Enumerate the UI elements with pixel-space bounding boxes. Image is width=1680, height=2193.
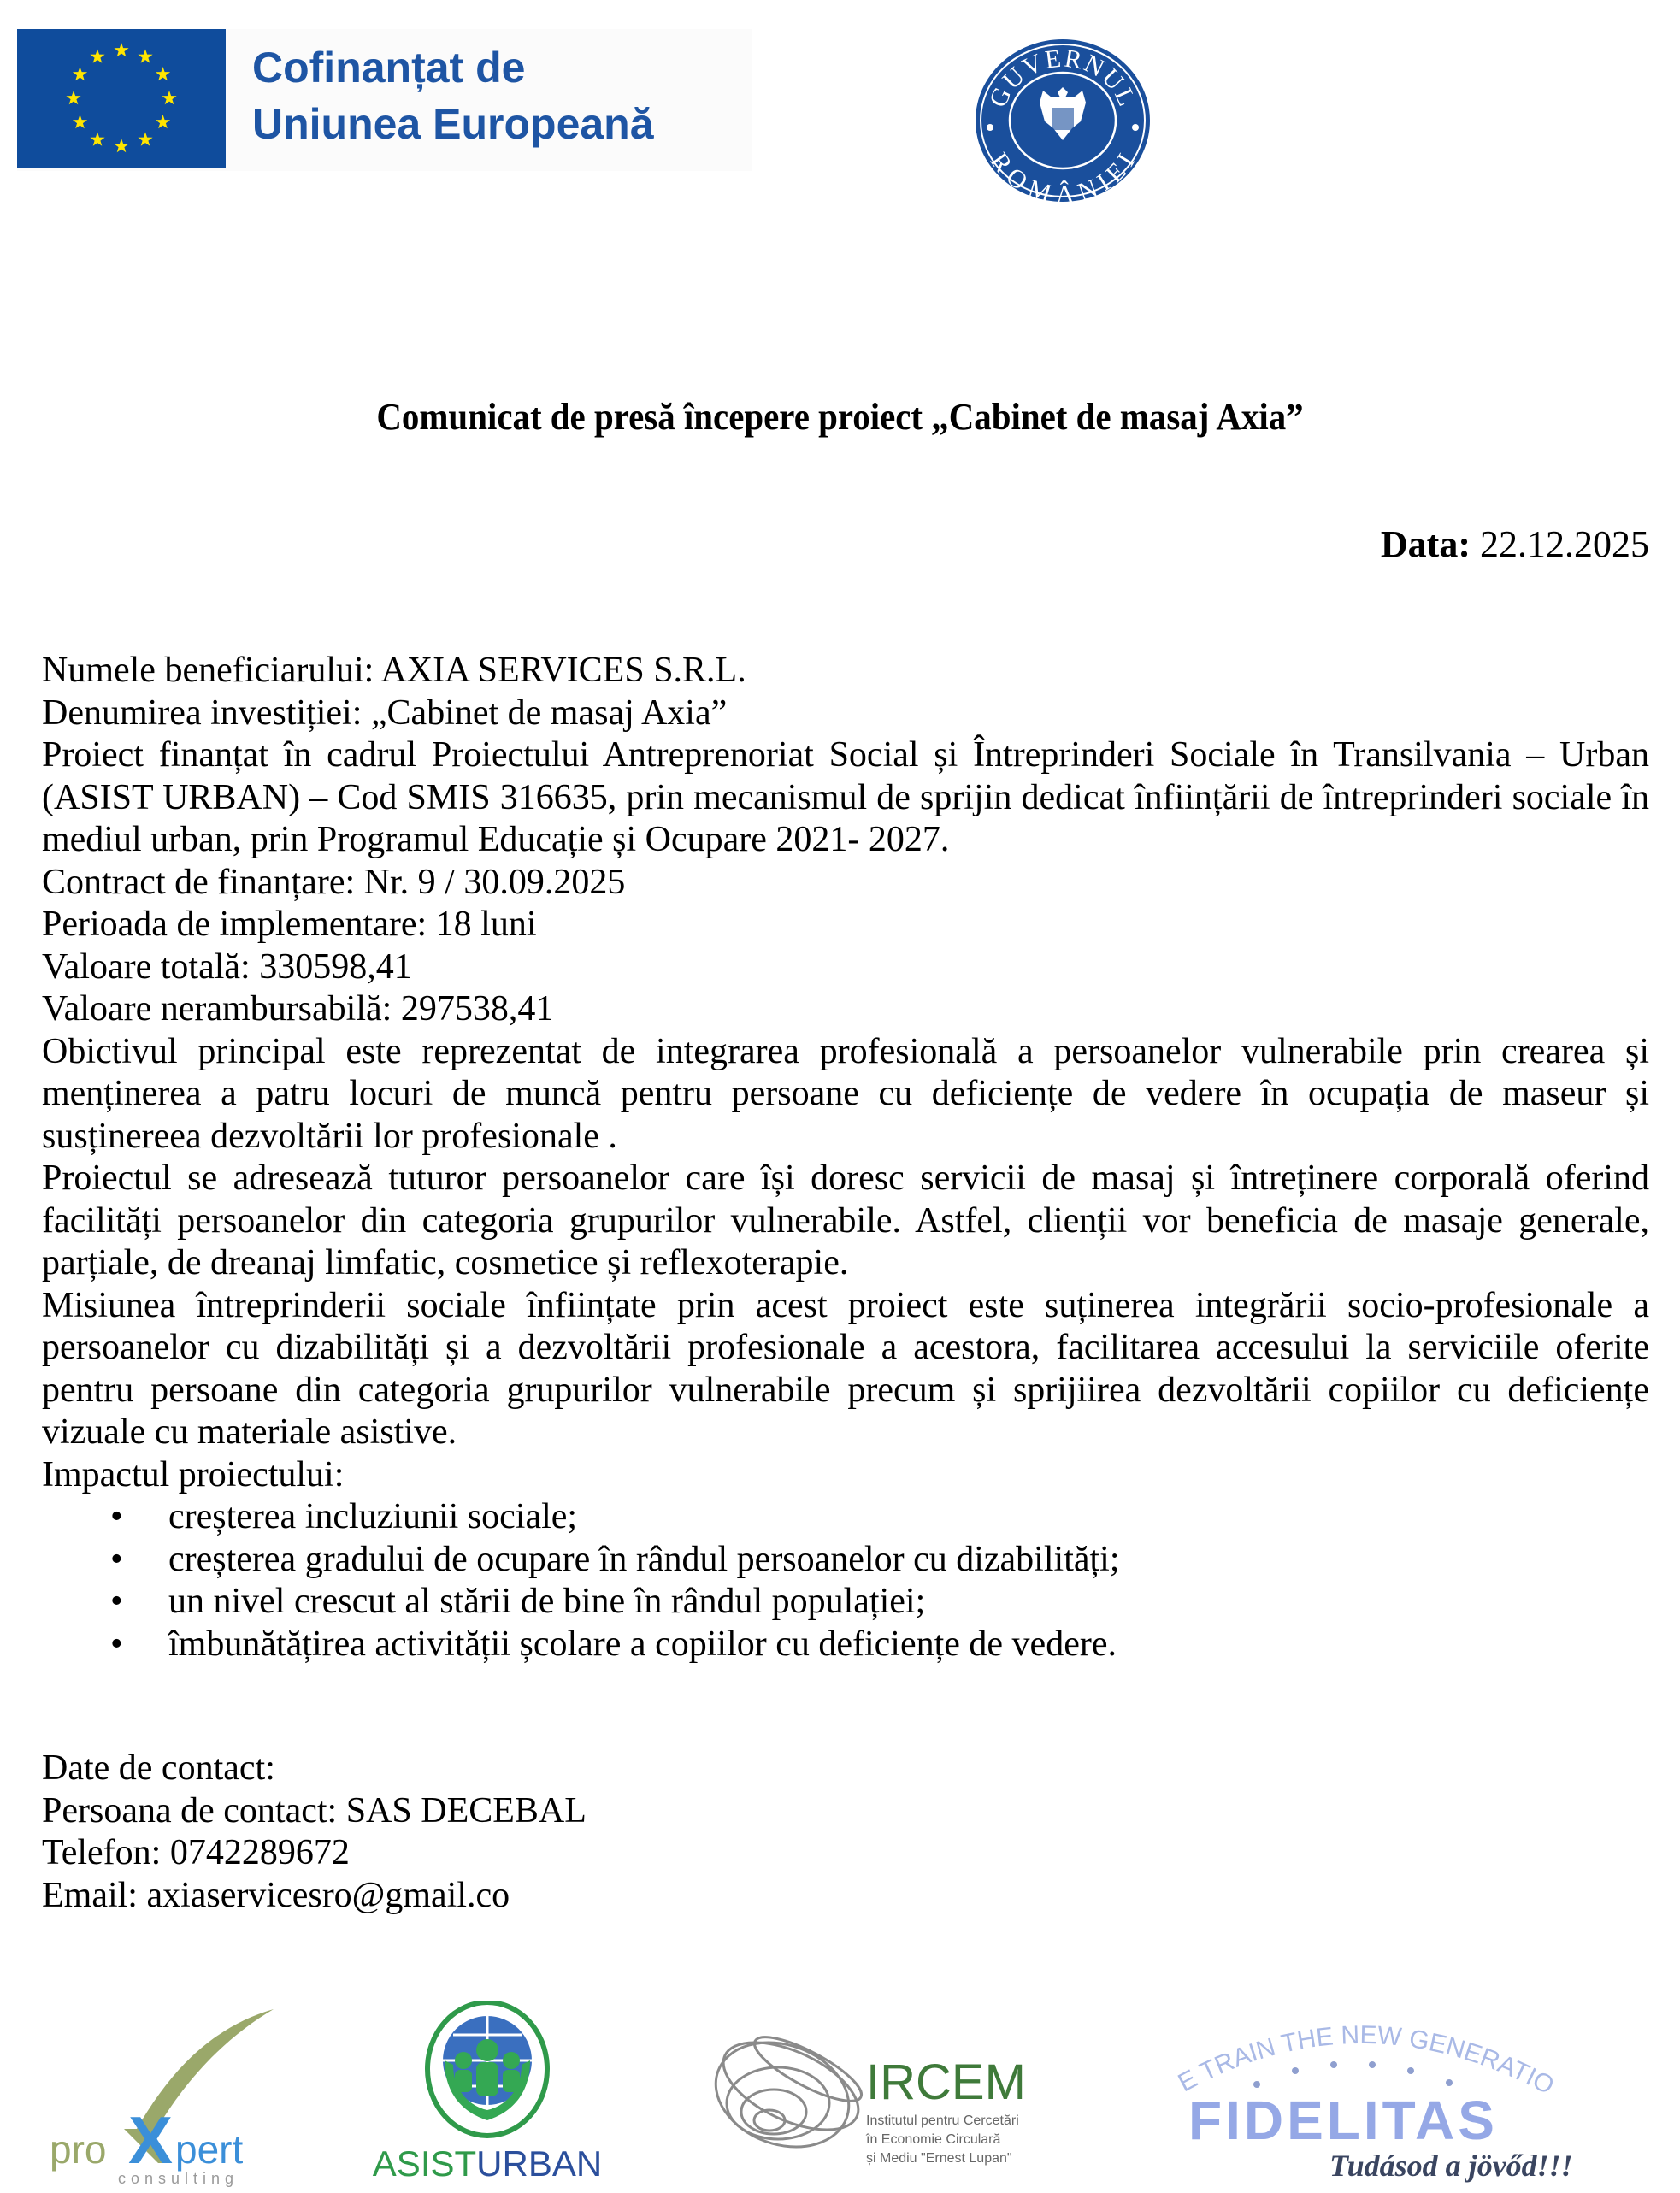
fidelitas-name-text: FIDELITAS	[1188, 2090, 1498, 2151]
ircem-line2: în Economie Circulară	[866, 2132, 1001, 2147]
objective-paragraph: Obictivul principal este reprezentat de integrarea profesională a persoanelor vulnerabile prin crearea și menținerea a patru locuri de muncă pentru persoane cu deficiențe de vedere în ocupația de maseur și susținereea dezvoltării lor profesionale .	[42, 1031, 1649, 1156]
ircem-line3: și Mediu "Ernest Lupan"	[866, 2151, 1012, 2166]
contact-email: Email: axiaservicesro@gmail.co	[42, 1875, 510, 1915]
impact-heading: Impactul proiectului:	[42, 1454, 345, 1494]
seal-bottom-text: ROMÂNIEI	[985, 147, 1141, 204]
seal-top-text: GUVERNUL	[983, 44, 1142, 112]
asisturban-asist-text: ASIST	[372, 2143, 477, 2184]
eu-star-icon	[73, 115, 87, 128]
eu-star-icon	[162, 91, 176, 104]
bullet-icon: •	[110, 1539, 123, 1579]
asisturban-logo	[363, 2001, 611, 2189]
non-refundable-value-line: Valoare nerambursabilă: 297538,41	[42, 989, 554, 1029]
fidelitas-arc-text: E TRAIN THE NEW GENERATIO	[1173, 2020, 1559, 2101]
ircem-line1: Institutul pentru Cercetări	[866, 2113, 1019, 2128]
eu-star-icon	[156, 115, 170, 128]
bullet-icon: •	[110, 1624, 123, 1664]
proxpert-logo	[43, 2001, 282, 2189]
beneficiary-line: Numele beneficiarului: AXIA SERVICES S.R.L.	[42, 651, 746, 690]
impact-list	[42, 1496, 1649, 1665]
mission-paragraph: Misiunea întreprinderii sociale înființate prin acest proiect este suținerea integrării socio-profesionale a persoanelor cu dizabilități și a dezvoltării profesionale a acestora, facilitarea accesului la serviciile oferite pentru persoane din categoria grupurilor vulnerabile precum și sprijiirea dezvoltării copiilor cu deficiențe vizuale cu materiale asistive.	[42, 1285, 1649, 1452]
stars-icon	[1253, 2061, 1453, 2088]
svg-text:ASISTURBAN	[373, 2143, 602, 2184]
ircem-logo	[697, 2001, 1056, 2189]
eu-star-icon	[73, 67, 87, 80]
contact-phone: Telefon: 0742289672	[42, 1833, 350, 1872]
svg-text:WE TRAIN THE NEW GENERATION	[1163, 2001, 1559, 2101]
eu-star-icon	[114, 43, 128, 56]
eu-star-icon	[138, 50, 152, 63]
eu-logo-line1: Cofinanțat de	[252, 44, 526, 91]
page-title: Comunicat de presă începere proiect „Cabinet de masaj Axia”	[376, 396, 1304, 438]
date-value: 22.12.2025	[1480, 523, 1649, 565]
government-seal-logo	[973, 38, 1152, 204]
date-label: Data:	[1380, 523, 1471, 565]
eu-flag-icon	[17, 29, 226, 168]
eu-star-icon	[114, 139, 128, 152]
contact-section	[42, 1748, 587, 1917]
impact-list-item: • îmbunătățirea activității școlare a copiilor cu deficiențe de vedere.	[42, 1624, 1649, 1666]
financing-paragraph: Proiect finanțat în cadrul Proiectului Antreprenoriat Social și Întreprinderi Sociale în Transilvania – Urban (ASIST URBAN) – Cod SMIS 316635, prin mecanismul de sprijin dedicat înființării de întreprinderi sociale în mediul urban, prin Programul Educație și Ocupare 2021- 2027.	[42, 735, 1649, 859]
investment-line: Denumirea investiției: „Cabinet de masaj Axia”	[42, 693, 728, 733]
bullet-icon: •	[110, 1582, 123, 1621]
eu-logo-text	[252, 39, 654, 152]
total-value-line: Valoare totală: 330598,41	[42, 946, 412, 987]
audience-paragraph: Proiectul se adresează tuturor persoanelor care își doresc servicii de masaj și întreținere corporală oferind facilități persoanelor din categoria grupurilor vulnerabile. Astfel, clienții vor beneficia de masaje generale, parțiale, de dreanaj limfatic, cosmetice și reflexoterapie.	[42, 1158, 1649, 1282]
proxpert-pert-text: pert	[175, 2127, 244, 2172]
ircem-name-text: IRCEM	[866, 2054, 1026, 2110]
fidelitas-slogan-text: Tudásod a jövőd!!!	[1329, 2149, 1573, 2183]
circular-swirl-icon	[701, 2025, 871, 2165]
eu-cofinancing-logo	[17, 29, 752, 171]
contract-line: Contract de finanțare: Nr. 9 / 30.09.2025	[42, 862, 626, 902]
proxpert-consulting-text: consulting	[118, 2170, 239, 2187]
impact-list-item: • creșterea incluziunii sociale;	[42, 1496, 1649, 1539]
impact-list-item: • creșterea gradului de ocupare în rândul persoanelor cu dizabilități;	[42, 1539, 1649, 1582]
eu-star-icon	[156, 67, 170, 80]
fidelitas-logo	[1163, 2001, 1573, 2189]
press-release-date	[1381, 522, 1649, 566]
contact-heading: Date de contact:	[42, 1748, 275, 1788]
contact-person: Persoana de contact: SAS DECEBAL	[42, 1790, 587, 1830]
impact-list-item: • un nivel crescut al stării de bine în rândul populației;	[42, 1581, 1649, 1624]
eu-star-icon	[66, 91, 80, 104]
period-line: Perioada de implementare: 18 luni	[42, 905, 537, 944]
proxpert-x-text: X	[128, 2102, 174, 2178]
eu-star-icon	[90, 133, 104, 146]
asisturban-urban-text: URBAN	[476, 2143, 603, 2184]
bullet-icon: •	[110, 1497, 123, 1536]
press-release-body	[42, 650, 1649, 1665]
eu-logo-line2: Uniunea Europeană	[252, 100, 654, 148]
eu-star-icon	[90, 50, 104, 63]
proxpert-pro-text: pro	[50, 2127, 107, 2172]
eu-star-icon	[138, 133, 152, 146]
